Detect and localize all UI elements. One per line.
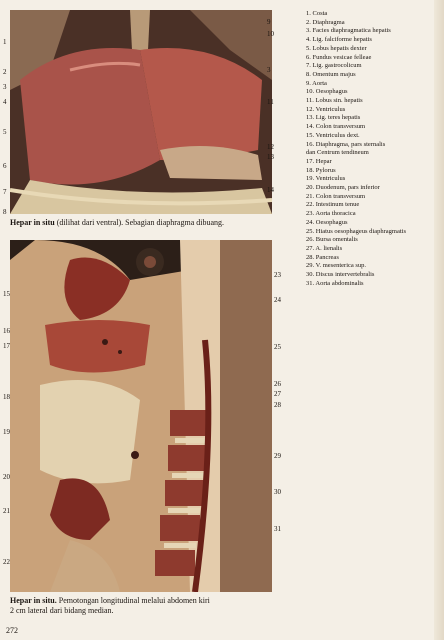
label-26: 26 bbox=[274, 380, 281, 388]
legend-item: 30. Discus intervertebralis bbox=[306, 271, 375, 279]
legend-item: 13. Lig. teres hepatis bbox=[306, 114, 361, 122]
legend-item: 21. Colon transversum bbox=[306, 192, 366, 200]
label-30: 30 bbox=[274, 488, 281, 496]
label-28: 28 bbox=[274, 401, 281, 409]
legend-item: 12. Ventriculus bbox=[306, 105, 346, 113]
page-number: 272 bbox=[6, 626, 18, 635]
label-6: 6 bbox=[3, 162, 7, 170]
label-9: 9 bbox=[267, 18, 271, 26]
legend-item: 1. Costa bbox=[306, 10, 328, 17]
legend-item: 11. Lobus sin. hepatis bbox=[306, 97, 363, 105]
legend-item: 9. Aorta bbox=[306, 79, 327, 87]
label-4: 4 bbox=[3, 98, 7, 106]
label-12: 12 bbox=[267, 143, 274, 151]
liver-ventral-photo bbox=[10, 10, 272, 214]
label-17: 17 bbox=[3, 342, 10, 350]
legend-item: 27. A. lienalis bbox=[306, 244, 343, 252]
label-19: 19 bbox=[3, 428, 10, 436]
label-13: 13 bbox=[267, 153, 274, 161]
label-20: 20 bbox=[3, 473, 10, 481]
legend-item: 4. Lig. falciforme hepatis bbox=[306, 36, 372, 44]
label-3-right: 3 bbox=[267, 66, 271, 74]
label-31: 31 bbox=[274, 525, 281, 533]
label-10: 10 bbox=[267, 30, 274, 38]
legend-item: 14. Colon transversum bbox=[306, 123, 366, 131]
label-7: 7 bbox=[3, 188, 7, 196]
legend-item: 6. Fundus vesicae felleae bbox=[306, 53, 372, 61]
legend-item: 3. Facies diaphragmatica hepatis bbox=[306, 27, 391, 35]
legend-item: 2. Diaphragma bbox=[306, 18, 345, 26]
bottom-caption-rest: Pemotongan longitudinal melalui abdomen kiri bbox=[56, 596, 210, 605]
legend-item: 17. Hepar bbox=[306, 157, 332, 165]
legend-item: 29. V. mesenterica sup. bbox=[306, 262, 367, 270]
label-29: 29 bbox=[274, 452, 281, 460]
legend-item: 15. Ventriculus dext. bbox=[306, 131, 360, 139]
label-5: 5 bbox=[3, 128, 7, 136]
bottom-caption bbox=[10, 596, 300, 616]
liver-sagittal-photo bbox=[10, 240, 272, 592]
legend-item: 24. Oesophagus bbox=[306, 218, 348, 226]
legend-item: 7. Lig. gastrocolicum bbox=[306, 62, 362, 70]
legend-item: 18. Pylorus bbox=[306, 166, 336, 174]
label-15: 15 bbox=[3, 290, 10, 298]
label-24: 24 bbox=[274, 296, 281, 304]
legend-item: 8. Omentum majus bbox=[306, 70, 356, 78]
legend-list bbox=[306, 10, 442, 289]
label-22: 22 bbox=[3, 558, 10, 566]
top-caption-bold: Hepar in situ bbox=[10, 218, 55, 227]
legend-item: 10. Oesophagus bbox=[306, 88, 348, 96]
legend-item: 16. Diaphragma, pars sternalis bbox=[306, 140, 386, 148]
legend-item: 20. Duodenum, pars inferior bbox=[306, 184, 380, 192]
legend-item: 25. Hiatus oesophageus diaphragmatis bbox=[306, 227, 407, 235]
bottom-caption-bold: Hepar in situ. bbox=[10, 596, 57, 605]
legend-item: 19. Ventriculus bbox=[306, 175, 346, 183]
label-2: 2 bbox=[3, 68, 7, 76]
label-18: 18 bbox=[3, 393, 10, 401]
label-1: 1 bbox=[3, 38, 7, 46]
label-16: 16 bbox=[3, 327, 10, 335]
label-23: 23 bbox=[274, 271, 281, 279]
legend-item: 23. Aorta thoracica bbox=[306, 210, 356, 218]
legend-item: 26. Bursa omentalis bbox=[306, 236, 358, 244]
legend-item: 5. Lobus hepatis dexter bbox=[306, 44, 367, 52]
top-caption bbox=[10, 218, 300, 228]
legend-item: 31. Aorta abdominalis bbox=[306, 279, 364, 287]
legend-item: 28. Pancreas bbox=[306, 253, 339, 261]
label-11: 11 bbox=[267, 98, 274, 106]
label-3: 3 bbox=[3, 83, 7, 91]
label-8: 8 bbox=[3, 208, 7, 216]
top-caption-rest: (dilihat dari ventral). Sebagian diaphragma dibuang. bbox=[54, 218, 225, 227]
label-27: 27 bbox=[274, 390, 281, 398]
label-25: 25 bbox=[274, 343, 281, 351]
label-21: 21 bbox=[3, 507, 10, 515]
legend-item: dan Centrum tendineum bbox=[306, 149, 369, 157]
legend-item: 22. Intestinum tenue bbox=[306, 201, 360, 209]
label-14: 14 bbox=[267, 186, 274, 194]
bottom-caption-line2: 2 cm lateral dari bidang median. bbox=[10, 606, 114, 615]
